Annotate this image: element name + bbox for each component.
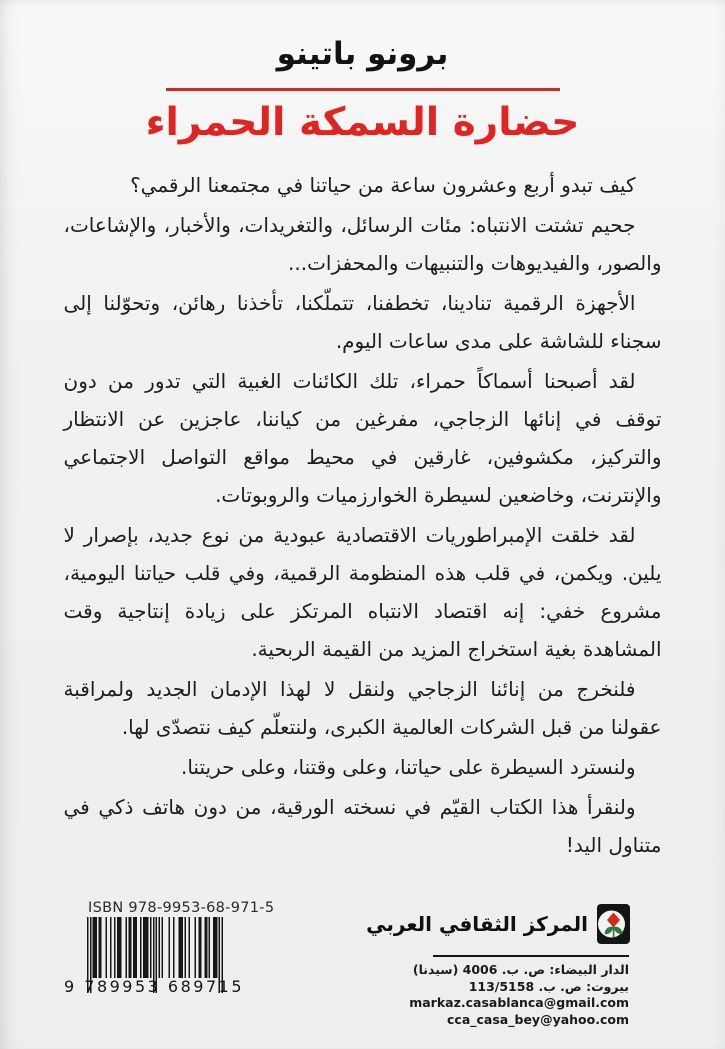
author-name: برونو باتينو (276, 36, 449, 72)
barcode-digits: 9 789953 689715 (64, 977, 245, 996)
blurb-paragraph: فلنخرج من إنائنا الزجاجي ولنقل لا لهذا الإدمان الجديد ولمراقبة عقولنا من قبل الشركات العالمية الكبرى، ولنتعلّم كيف نتصدّى لها. (63, 677, 662, 739)
tulip-flower-logo-icon (597, 904, 630, 944)
blurb-paragraph: الأجهزة الرقمية تنادينا، تخطفنا، تتملّكنا، تأخذنا رهائن، وتحوّلنا إلى سجناء للشاشة على مدى ساعات اليوم. (63, 291, 662, 353)
blurb-paragraph: ولنقرأ هذا الكتاب القيّم في نسخته الورقية، من دون هاتف ذكي في متناول اليد! (63, 795, 662, 857)
publisher-block (366, 904, 630, 944)
publisher-email-yahoo: cca_casa_bey@yahoo.com (447, 1011, 629, 1027)
address-beirut: بيروت: ص. ب. 113/5158 (468, 978, 629, 994)
red-divider-rule (166, 88, 560, 91)
isbn-label: ISBN 978-9953-68-971-5 (88, 900, 275, 916)
blurb-paragraph: كيف تبدو أربع وعشرون ساعة من حياتنا في مجتمعنا الرقمي؟ (130, 173, 636, 197)
publisher-address (409, 962, 629, 1028)
blurb-paragraph: لقد خلقت الإمبراطوريات الاقتصادية عبودية من نوع جديد، بإصرار لا يلين. ويكمن، في قلب هذه المنظومة الرقمية، وفي قلب حياتنا اليومية، مشروع خفي: إنه اقتصاد الانتباه المرتكز على زيادة إنتاجية وقت المشاهدة بغية استخراج المزيد من القيمة الربحية. (63, 523, 662, 661)
blurb-paragraph: لقد أصبحنا أسماكاً حمراء، تلك الكائنات الغبية التي تدور من دون توقف في إنائها الزجاجي، مفرغين من كياننا، عاجزين عن الانتظار والتركيز، مكشوفين، غارقين في محيط مواقع التواصل الاجتماعي والإنترنت، وخاضعين لسيطرة الخوارزميات والروبوتات. (63, 369, 662, 507)
blurb-paragraph: جحيم تشتت الانتباه: مئات الرسائل، والتغريدات، والأخبار، والإشاعات، والصور، والفيديوهات والتنبيهات والمحفزات... (63, 213, 662, 275)
address-casablanca: الدار البيضاء: ص. ب. 4006 (سيدنا) (412, 962, 629, 977)
publisher-divider-rule (433, 955, 629, 957)
back-cover-blurb (64, 166, 662, 864)
blurb-paragraph: ولنسترد السيطرة على حياتنا، وعلى وقتنا، وعلى حريتنا. (180, 755, 636, 779)
book-title: حضارة السمكة الحمراء (145, 100, 580, 145)
publisher-name: المركز الثقافي العربي (366, 912, 588, 936)
publisher-email-gmail: markaz.casablanca@gmail.com (409, 995, 629, 1010)
